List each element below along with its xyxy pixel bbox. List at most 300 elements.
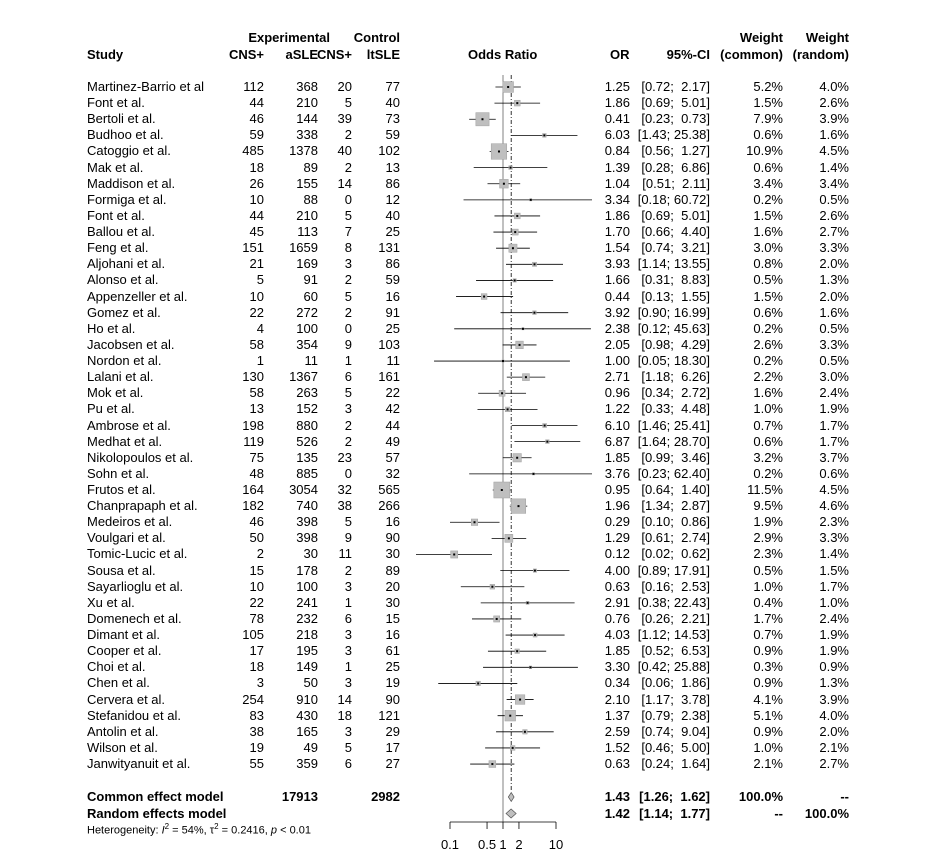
exp-events: 151 <box>242 240 264 256</box>
study-name: Wilson et al. <box>87 739 158 755</box>
confidence-interval: [0.23; 62.40] <box>637 465 710 481</box>
exp-events: 48 <box>249 465 264 481</box>
ctrl-total: 22 <box>385 385 400 401</box>
ctrl-events: 32 <box>337 482 352 497</box>
exp-total: 263 <box>296 385 318 401</box>
odds-ratio: 3.93 <box>604 256 630 272</box>
weight-common: 1.0% <box>753 739 783 755</box>
weight-random: 3.9% <box>819 691 849 707</box>
confidence-interval: [0.51; 2.11] <box>642 175 710 191</box>
weight-common: 1.6% <box>753 224 783 240</box>
weight-random: 2.0% <box>819 256 849 272</box>
study-name: Mok et al. <box>87 385 144 401</box>
study-square <box>515 649 519 653</box>
ctrl-events: 0 <box>344 465 352 481</box>
exp-events: 198 <box>242 417 264 433</box>
weight-common: 0.6% <box>753 433 783 449</box>
study-name: Chen et al. <box>87 675 150 691</box>
exp-events: 5 <box>256 272 264 288</box>
exp-total: 526 <box>296 433 318 449</box>
confidence-interval: [0.24; 1.64] <box>641 756 710 772</box>
ctrl-total: 42 <box>385 401 400 417</box>
ctrl-total: 49 <box>385 433 400 449</box>
weight-common: 0.6% <box>753 127 783 143</box>
confidence-interval: [0.02; 0.62] <box>641 546 710 562</box>
study-point <box>534 634 536 636</box>
weight-common: 1.5% <box>753 95 783 111</box>
study-point <box>501 392 503 394</box>
ctrl-total: 25 <box>385 659 400 675</box>
study-name: Medeiros et al. <box>87 514 173 530</box>
weight-common: 2.1% <box>753 756 783 772</box>
study-name: Nordon et al. <box>87 353 162 369</box>
ctrl-total: 25 <box>385 224 400 240</box>
exp-events: 4 <box>256 320 264 336</box>
odds-ratio: 0.34 <box>604 675 630 691</box>
study-name: Janwityanuit et al. <box>87 756 191 772</box>
odds-ratio: 3.34 <box>604 191 630 207</box>
weight-random: 3.0% <box>819 369 849 385</box>
weight-random: 2.4% <box>819 385 849 401</box>
study-point <box>516 102 518 104</box>
confidence-interval: [0.74; 9.04] <box>641 723 710 739</box>
confidence-interval: [0.99; 3.46] <box>641 449 710 465</box>
study-square <box>471 519 478 526</box>
odds-ratio: 1.22 <box>604 401 630 417</box>
weight-common: 1.7% <box>753 610 783 626</box>
header-weight-random-sub: (random) <box>792 47 849 62</box>
odds-ratio: 1.42 <box>604 805 630 821</box>
confidence-interval: [1.14; 13.55] <box>637 256 710 272</box>
study-name: Formiga et al. <box>87 191 167 207</box>
x-tick-label: 2 <box>515 837 523 852</box>
weight-common: 1.5% <box>753 207 783 223</box>
exp-total: 1367 <box>289 369 318 385</box>
weight-common: 0.9% <box>753 675 783 691</box>
study-name: Appenzeller et al. <box>87 288 188 304</box>
odds-ratio: 1.04 <box>604 175 630 191</box>
ctrl-total: 29 <box>385 723 400 739</box>
study-point <box>483 296 485 298</box>
exp-total: 178 <box>296 562 318 578</box>
confidence-interval: [0.74; 3.21] <box>641 240 710 256</box>
exp-total: 430 <box>296 707 318 723</box>
confidence-interval: [0.79; 2.38] <box>641 707 710 723</box>
ctrl-total: 89 <box>385 562 400 578</box>
study-point <box>516 650 518 652</box>
exp-events: 130 <box>242 369 264 385</box>
exp-total: 144 <box>296 111 318 127</box>
odds-ratio: 2.91 <box>604 594 630 610</box>
weight-random: 3.3% <box>819 240 849 256</box>
confidence-interval: [0.66; 4.40] <box>641 224 710 240</box>
study-point <box>491 586 493 588</box>
exp-events: 22 <box>249 304 264 320</box>
ctrl-total: 266 <box>378 498 400 514</box>
ctrl-events: 3 <box>344 723 352 739</box>
study-name: Cervera et al. <box>87 691 166 707</box>
header-c-total: ltSLE <box>366 47 400 62</box>
odds-ratio: 0.44 <box>604 288 630 304</box>
weight-random: 2.7% <box>819 756 849 772</box>
weight-random: 2.0% <box>819 723 849 739</box>
confidence-interval: [0.90; 16.99] <box>637 304 710 320</box>
confidence-interval: [0.34; 2.72] <box>641 385 710 401</box>
exp-events: 18 <box>249 159 264 175</box>
exp-total: 218 <box>296 627 318 643</box>
weight-common: 0.2% <box>753 320 783 336</box>
weight-random: 1.3% <box>819 675 849 691</box>
exp-total: 60 <box>303 288 318 304</box>
header-c-events: CNS+ <box>316 47 352 62</box>
header-experimental: Experimental <box>248 30 330 45</box>
exp-events: 38 <box>249 723 264 739</box>
study-name: Stefanidou et al. <box>87 707 181 723</box>
exp-events: 119 <box>243 433 264 449</box>
confidence-interval: [0.31; 8.83] <box>641 272 710 288</box>
header-ci: 95%-CI <box>666 47 710 62</box>
weight-random: 2.6% <box>819 95 849 111</box>
ctrl-total: 131 <box>378 240 400 256</box>
exp-total: 49 <box>303 739 318 755</box>
weight-common: 3.0% <box>753 240 783 256</box>
odds-ratio: 1.39 <box>604 159 630 175</box>
study-point <box>532 473 534 475</box>
exp-events: 105 <box>242 627 264 643</box>
confidence-interval: [0.56; 1.27] <box>641 143 710 159</box>
weight-random: 3.7% <box>819 449 849 465</box>
study-point <box>522 328 524 330</box>
confidence-interval: [0.89; 17.91] <box>637 562 710 578</box>
confidence-interval: [0.52; 6.53] <box>641 643 710 659</box>
weight-random: 1.9% <box>819 643 849 659</box>
weight-random: 1.9% <box>819 401 849 417</box>
confidence-interval: [0.69; 5.01] <box>641 95 710 111</box>
study-name: Bertoli et al. <box>87 111 156 127</box>
study-square <box>509 166 513 170</box>
ctrl-total: 86 <box>385 256 400 272</box>
weight-common: 0.4% <box>753 594 783 610</box>
ctrl-total: 61 <box>385 643 400 659</box>
confidence-interval: [0.16; 2.53] <box>641 578 710 594</box>
exp-events: 10 <box>249 191 264 207</box>
ctrl-total: 2982 <box>371 789 400 804</box>
study-square <box>451 551 458 558</box>
study-name: Choi et al. <box>87 659 146 675</box>
exp-total: 210 <box>296 95 318 111</box>
exp-total: 165 <box>296 723 318 739</box>
study-point <box>543 134 545 136</box>
ctrl-events: 2 <box>344 159 352 175</box>
exp-events: 112 <box>243 79 264 94</box>
study-square <box>526 601 529 604</box>
study-name: Martinez-Barrio et al <box>87 79 205 94</box>
study-square <box>513 454 521 462</box>
odds-ratio: 1.54 <box>604 240 630 256</box>
exp-total: 232 <box>296 610 318 626</box>
ctrl-total: 102 <box>378 143 400 159</box>
ctrl-total: 25 <box>385 320 400 336</box>
ctrl-events: 14 <box>337 175 352 191</box>
weight-common: 2.9% <box>753 530 783 546</box>
study-name: Catoggio et al. <box>87 143 171 159</box>
ctrl-events: 5 <box>344 739 352 755</box>
ctrl-events: 2 <box>344 433 352 449</box>
odds-ratio: 4.03 <box>604 627 630 643</box>
ctrl-events: 2 <box>344 304 352 320</box>
exp-events: 21 <box>249 256 264 272</box>
study-square <box>505 710 516 721</box>
study-name: Ballou et al. <box>87 224 155 240</box>
weight-random: 2.7% <box>819 224 849 240</box>
study-square <box>489 761 496 768</box>
study-name: Frutos et al. <box>87 482 156 497</box>
ctrl-total <box>356 806 400 822</box>
study-point <box>501 489 503 491</box>
ctrl-events: 3 <box>344 256 352 272</box>
ctrl-total: 161 <box>378 369 400 385</box>
exp-total: 368 <box>296 79 318 94</box>
exp-events: 45 <box>249 224 264 240</box>
weight-random: 1.3% <box>819 272 849 288</box>
ctrl-events: 3 <box>344 627 352 643</box>
confidence-interval: [1.26; 1.62] <box>639 789 710 804</box>
study-square <box>543 424 547 428</box>
weight-common: 0.9% <box>753 643 783 659</box>
weight-random: 1.0% <box>819 594 849 610</box>
study-square <box>546 440 550 444</box>
study-square <box>505 407 510 412</box>
exp-total: 359 <box>296 756 318 772</box>
odds-ratio: 1.52 <box>604 739 630 755</box>
exp-total: 17913 <box>281 789 318 804</box>
weight-random: 1.9% <box>819 627 849 643</box>
exp-total: 910 <box>296 691 318 707</box>
weight-common: 5.1% <box>753 707 783 723</box>
odds-ratio: 3.30 <box>604 659 630 675</box>
odds-ratio: 6.10 <box>604 417 630 433</box>
confidence-interval: [1.17; 3.78] <box>641 691 710 707</box>
ctrl-events: 6 <box>344 610 352 626</box>
ctrl-total: 16 <box>385 514 400 530</box>
header-weight-common-sub: (common) <box>720 47 783 62</box>
study-point <box>508 537 510 539</box>
study-name: Pu et al. <box>87 401 135 417</box>
weight-random: 2.0% <box>819 288 849 304</box>
exp-total: 91 <box>303 272 318 288</box>
study-point <box>474 521 476 523</box>
exp-events: 44 <box>249 207 264 223</box>
header-or: OR <box>610 47 630 62</box>
confidence-interval: [1.64; 28.70] <box>637 433 710 449</box>
exp-events: 2 <box>256 546 264 562</box>
weight-random: 2.4% <box>819 610 849 626</box>
exp-events: 78 <box>249 610 264 626</box>
study-name: Font et al. <box>87 95 145 111</box>
ctrl-events: 14 <box>337 691 352 707</box>
weight-random: 1.4% <box>819 159 849 175</box>
ctrl-events: 7 <box>344 224 352 240</box>
study-name: Sousa et al. <box>87 562 156 578</box>
weight-common: 0.2% <box>753 353 783 369</box>
confidence-interval: [0.05; 18.30] <box>637 353 710 369</box>
random-effect-diamond <box>506 809 516 818</box>
ctrl-events: 38 <box>337 498 352 514</box>
ctrl-events: 5 <box>344 514 352 530</box>
odds-ratio: 1.85 <box>604 449 630 465</box>
exp-total: 241 <box>296 594 318 610</box>
weight-random: 4.5% <box>819 143 849 159</box>
study-point <box>507 86 509 88</box>
exp-total: 398 <box>296 530 318 546</box>
ctrl-events: 5 <box>344 95 352 111</box>
ctrl-events: 2 <box>344 272 352 288</box>
weight-common: 0.7% <box>753 627 783 643</box>
odds-ratio: 2.38 <box>604 320 630 336</box>
ctrl-events: 3 <box>344 643 352 659</box>
odds-ratio: 2.10 <box>604 691 630 707</box>
header-e-total: aSLE <box>285 47 318 62</box>
ctrl-events: 5 <box>344 385 352 401</box>
study-point <box>509 715 511 717</box>
weight-random: 0.5% <box>819 353 849 369</box>
exp-total: 89 <box>303 159 318 175</box>
confidence-interval: [0.98; 4.29] <box>641 336 710 352</box>
odds-ratio: 0.63 <box>604 756 630 772</box>
header-weight-common: Weight <box>739 30 783 45</box>
study-point <box>530 199 532 201</box>
odds-ratio: 1.66 <box>604 272 630 288</box>
study-point <box>514 231 516 233</box>
weight-random: 3.3% <box>819 336 849 352</box>
ctrl-total: 91 <box>385 304 400 320</box>
ctrl-events: 1 <box>344 659 352 675</box>
weight-random: 4.0% <box>819 707 849 723</box>
confidence-interval: [0.46; 5.00] <box>641 739 710 755</box>
weight-random: 1.4% <box>819 546 849 562</box>
odds-ratio: 0.84 <box>604 143 630 159</box>
exp-total: 30 <box>303 546 318 562</box>
odds-ratio: 0.41 <box>604 111 630 127</box>
study-square <box>533 569 536 572</box>
ctrl-total: 565 <box>378 482 400 497</box>
exp-events: 10 <box>249 288 264 304</box>
study-square <box>476 113 489 126</box>
exp-events: 59 <box>249 127 264 143</box>
weight-random: 2.1% <box>819 739 849 755</box>
study-name: Alonso et al. <box>87 272 159 288</box>
ctrl-events: 3 <box>344 675 352 691</box>
study-name: Voulgari et al. <box>87 530 166 546</box>
study-square <box>523 730 527 734</box>
weight-random: 2.6% <box>819 207 849 223</box>
weight-random: 3.9% <box>819 111 849 127</box>
study-point <box>517 505 519 507</box>
weight-common: 0.6% <box>753 159 783 175</box>
study-point <box>546 441 548 443</box>
odds-ratio: 1.25 <box>604 79 630 94</box>
ctrl-events: 3 <box>344 401 352 417</box>
exp-events: 75 <box>249 449 264 465</box>
weight-random: 0.9% <box>819 659 849 675</box>
exp-total: 1659 <box>289 240 318 256</box>
confidence-interval: [1.14; 1.77] <box>639 805 710 821</box>
exp-events: 55 <box>249 756 264 772</box>
study-point <box>525 376 527 378</box>
ctrl-total: 17 <box>385 739 400 755</box>
study-point <box>496 618 498 620</box>
ctrl-total: 16 <box>385 288 400 304</box>
study-name: Aljohani et al. <box>87 256 166 272</box>
study-square <box>530 199 532 201</box>
weight-common: 0.3% <box>753 659 783 675</box>
confidence-interval: [1.12; 14.53] <box>637 627 710 643</box>
study-name: Ho et al. <box>87 320 136 336</box>
study-square <box>514 100 520 106</box>
heterogeneity-text: Heterogeneity: $I^2 = 54\%$, $\tau^2 = 0.2416$, p < 0.01 <box>87 822 311 837</box>
weight-random: 1.7% <box>819 433 849 449</box>
study-square <box>522 374 529 381</box>
weight-common: 1.0% <box>753 578 783 594</box>
weight-common: 4.1% <box>753 691 783 707</box>
study-square <box>512 229 518 235</box>
confidence-interval: [0.13; 1.55] <box>641 288 710 304</box>
ctrl-total: 40 <box>385 95 400 111</box>
exp-events: 18 <box>249 659 264 675</box>
weight-common: -- <box>774 805 783 821</box>
exp-events: 182 <box>242 498 264 514</box>
study-name: Cooper et al. <box>87 643 162 659</box>
exp-total: 135 <box>296 449 318 465</box>
exp-events: 17 <box>249 643 264 659</box>
common-effect-diamond <box>508 793 514 802</box>
weight-common: 3.4% <box>753 175 783 191</box>
confidence-interval: [0.64; 1.40] <box>641 482 710 497</box>
study-name: Xu et al. <box>87 594 135 610</box>
weight-common: 2.6% <box>753 336 783 352</box>
study-point <box>502 360 504 362</box>
weight-random: 2.3% <box>819 514 849 530</box>
ctrl-total: 27 <box>385 756 400 772</box>
study-square <box>499 390 505 396</box>
exp-events: 83 <box>249 707 264 723</box>
ctrl-events: 5 <box>344 207 352 223</box>
ctrl-total: 11 <box>386 353 400 369</box>
study-square <box>532 473 534 475</box>
exp-total: 113 <box>297 224 318 240</box>
ctrl-events: 8 <box>344 240 352 256</box>
ctrl-events: 6 <box>344 756 352 772</box>
exp-total: 272 <box>296 304 318 320</box>
ctrl-total: 90 <box>385 530 400 546</box>
exp-events: 1 <box>256 353 264 369</box>
study-point <box>498 150 500 152</box>
weight-common: 0.6% <box>753 304 783 320</box>
odds-ratio: 0.63 <box>604 578 630 594</box>
study-name: Medhat et al. <box>87 433 163 449</box>
confidence-interval: [0.18; 60.72] <box>637 191 710 207</box>
odds-ratio: 1.85 <box>604 643 630 659</box>
exp-events: 46 <box>249 111 264 127</box>
ctrl-total: 15 <box>385 610 400 626</box>
header-weight-random: Weight <box>805 30 849 45</box>
ctrl-events: 5 <box>344 288 352 304</box>
study-square <box>511 499 526 514</box>
weight-random: 1.7% <box>819 578 849 594</box>
x-tick-label: 0.1 <box>440 837 460 852</box>
weight-common: 3.2% <box>753 449 783 465</box>
study-square <box>510 746 515 751</box>
